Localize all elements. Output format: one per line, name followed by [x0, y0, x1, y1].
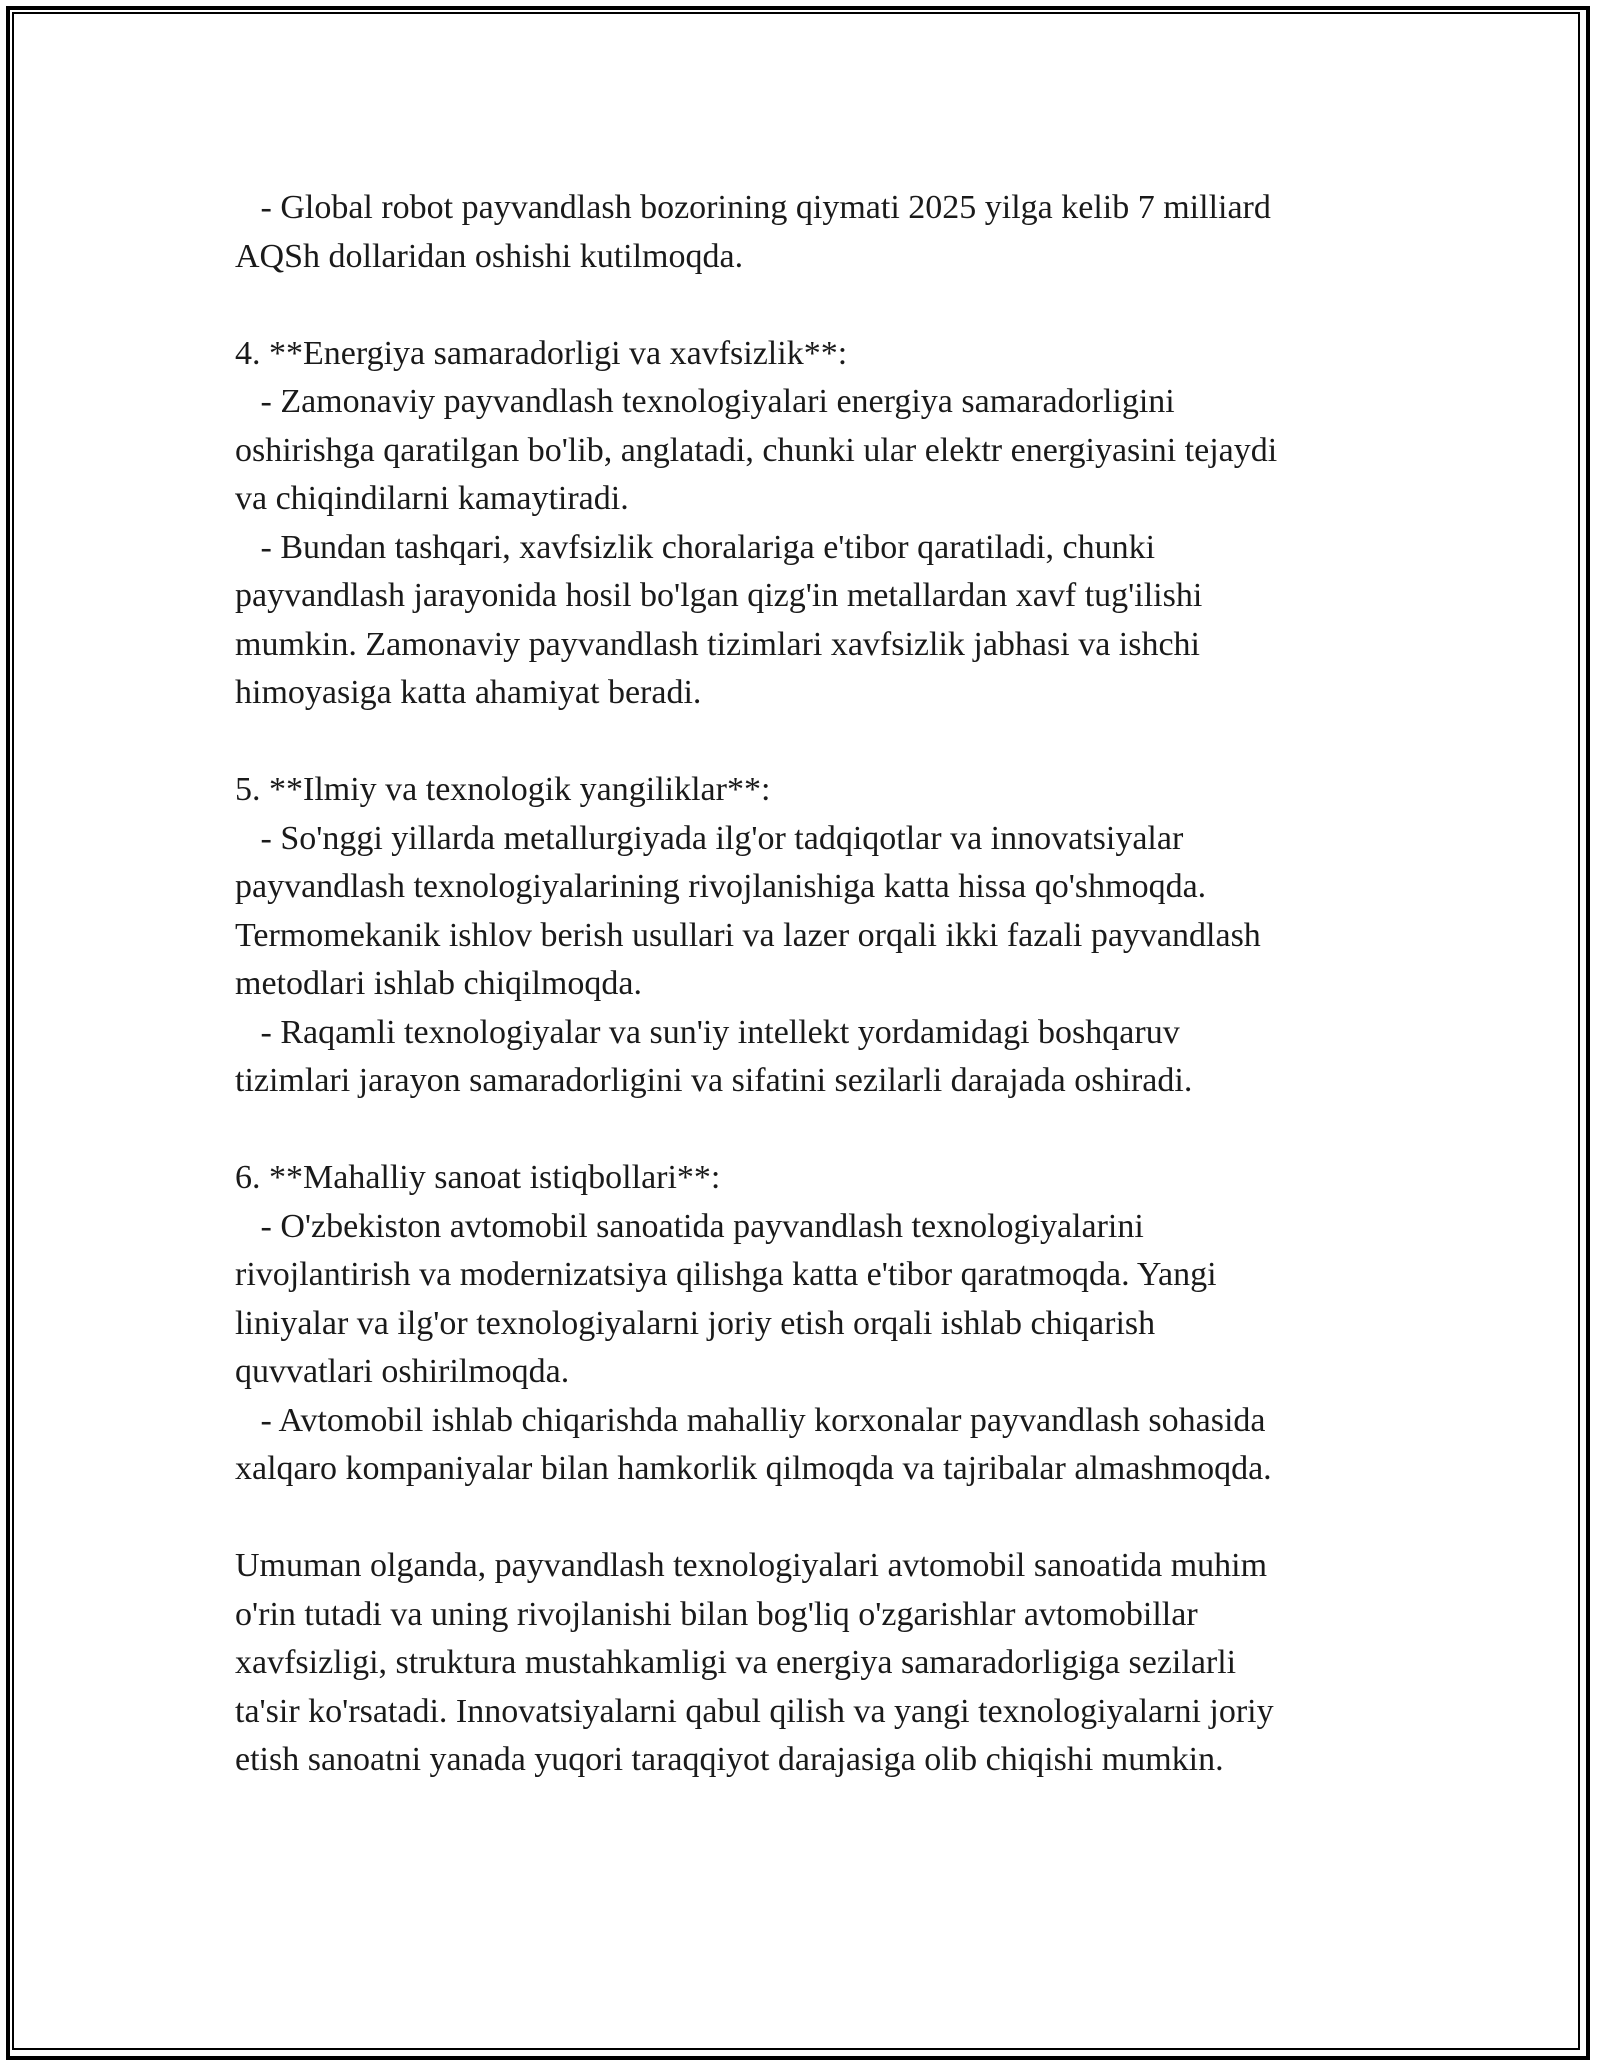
paragraph-spacer	[235, 1494, 1385, 1543]
text-line: xalqaro kompaniyalar bilan hamkorlik qilmoqda va tajribalar almashmoqda.	[235, 1450, 1272, 1487]
text-line: va chiqindilarni kamaytiradi.	[235, 480, 629, 517]
text-line: - So'nggi yillarda metallurgiyada ilg'or tadqiqotlar va innovatsiyalar	[235, 819, 1184, 857]
text-line: ta'sir ko'rsatadi. Innovatsiyalarni qabul qilish va yangi texnologiyalarni joriy	[235, 1692, 1274, 1730]
section-local-industry	[235, 1154, 1385, 1494]
intro-paragraph	[235, 184, 1385, 281]
text-line: tizimlari jarayon samaradorligini va sifatini sezilarli darajada oshiradi.	[235, 1062, 1193, 1099]
paragraph-spacer	[235, 718, 1385, 767]
paragraph-spacer	[235, 1106, 1385, 1155]
text-line: - Raqamli texnologiyalar va sun'iy intellekt yordamidagi boshqaruv	[235, 1013, 1180, 1051]
section-energy-safety	[235, 330, 1385, 718]
text-line: AQSh dollaridan oshishi kutilmoqda.	[235, 237, 744, 275]
text-line: payvandlash texnologiyalarining rivojlanishiga katta hissa qo'shmoqda.	[235, 868, 1207, 905]
document-body	[235, 184, 1385, 1785]
text-line: - Zamonaviy payvandlash texnologiyalari energiya samaradorligini	[235, 383, 1175, 420]
text-line: etish sanoatni yanada yuqori taraqqiyot darajasiga olib chiqishi mumkin.	[235, 1741, 1224, 1778]
section-science-tech	[235, 766, 1385, 1106]
text-line: himoyasiga katta ahamiyat beradi.	[235, 674, 702, 711]
text-line: Umuman olganda, payvandlash texnologiyalari avtomobil sanoatida muhim	[235, 1547, 1268, 1584]
paragraph-spacer	[235, 281, 1385, 330]
text-line: Termomekanik ishlov berish usullari va lazer orqali ikki fazali payvandlash	[235, 916, 1261, 954]
text-line: - Avtomobil ishlab chiqarishda mahalliy korxonalar payvandlash sohasida	[235, 1401, 1266, 1439]
text-line: rivojlantirish va modernizatsiya qilishga katta e'tibor qaratmoqda. Yangi	[235, 1256, 1217, 1293]
section-heading: 4. **Energiya samaradorligi va xavfsizlik**:	[235, 334, 848, 372]
text-line: - Global robot payvandlash bozorining qiymati 2025 yilga kelib 7 milliard	[235, 189, 1271, 226]
section-heading: 6. **Mahalliy sanoat istiqbollari**:	[235, 1159, 721, 1196]
text-line: oshirishga qaratilgan bo'lib, anglatadi, chunki ular elektr energiyasini tejaydi	[235, 431, 1278, 469]
text-line: quvvatlari oshirilmoqda.	[235, 1353, 570, 1390]
text-line: - O'zbekiston avtomobil sanoatida payvandlash texnologiyalarini	[235, 1207, 1144, 1245]
conclusion-paragraph	[235, 1542, 1385, 1785]
text-line: xavfsizligi, struktura mustahkamligi va energiya samaradorligiga sezilarli	[235, 1644, 1237, 1681]
text-line: mumkin. Zamonaviy payvandlash tizimlari xavfsizlik jabhasi va ishchi	[235, 625, 1200, 663]
text-line: o'rin tutadi va uning rivojlanishi bilan bog'liq o'zgarishlar avtomobillar	[235, 1595, 1198, 1633]
section-heading: 5. **Ilmiy va texnologik yangiliklar**:	[235, 771, 771, 808]
text-line: payvandlash jarayonida hosil bo'lgan qizg'in metallardan xavf tug'ilishi	[235, 577, 1203, 614]
text-line: - Bundan tashqari, xavfsizlik choralariga e'tibor qaratiladi, chunki	[235, 528, 1156, 566]
text-line: metodlari ishlab chiqilmoqda.	[235, 965, 642, 1002]
text-line: liniyalar va ilg'or texnologiyalarni joriy etish orqali ishlab chiqarish	[235, 1304, 1156, 1342]
